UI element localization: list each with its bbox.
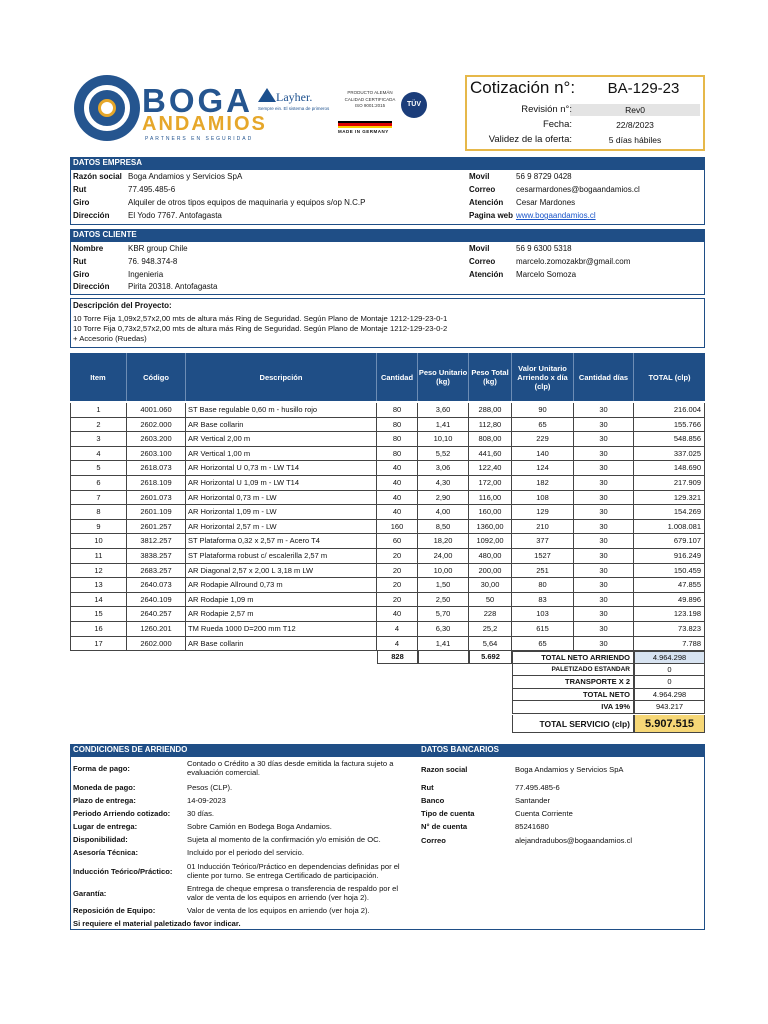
cell-unit-price: 615	[512, 622, 574, 637]
table-row	[70, 505, 701, 520]
client-nombre: KBR group Chile	[128, 244, 188, 253]
cell-total: 337.025	[634, 447, 705, 462]
col-header-total-weight: Peso Total (kg)	[469, 353, 512, 401]
cell-total-weight: 441,60	[469, 447, 512, 462]
cell-item: 14	[70, 593, 127, 608]
cell-item: 6	[70, 476, 127, 491]
cell-total: 73.823	[634, 622, 705, 637]
table-row	[70, 403, 701, 418]
cell-quantity: 20	[377, 564, 418, 579]
quote-number: BA-129-23	[607, 80, 680, 97]
cell-item: 11	[70, 549, 127, 564]
client-atencion-label: Atención	[469, 270, 504, 279]
cell-quantity: 4	[377, 622, 418, 637]
bank-label: Correo	[421, 836, 446, 845]
cell-total-weight: 808,00	[469, 432, 512, 447]
conditions-note: Si requiere el material paletizado favor indicar.	[73, 919, 241, 928]
table-row	[70, 593, 701, 608]
cell-item: 9	[70, 520, 127, 535]
conditions-section-header: CONDICIONES DE ARRIENDO	[70, 744, 420, 756]
cell-total-weight: 5,64	[469, 637, 512, 652]
total-value: 4.964.298	[634, 689, 705, 702]
revision-value: Rev0	[625, 105, 645, 115]
table-row	[70, 564, 701, 579]
brand-name: BOGA	[142, 82, 253, 119]
total-value: 4.964.298	[634, 651, 705, 664]
cell-item: 12	[70, 564, 127, 579]
cell-days: 30	[574, 403, 634, 418]
cell-unit-price: 103	[512, 607, 574, 622]
cell-unit-price: 251	[512, 564, 574, 579]
cell-unit-price: 129	[512, 505, 574, 520]
cell-unit-price: 108	[512, 491, 574, 506]
cell-code: 2601.109	[127, 505, 186, 520]
table-row	[70, 549, 701, 564]
condition-label: Reposición de Equipo:	[73, 906, 156, 915]
cell-code: 3838.257	[127, 549, 186, 564]
cell-total: 148.690	[634, 461, 705, 476]
cell-days: 30	[574, 578, 634, 593]
cell-total-weight: 25,2	[469, 622, 512, 637]
cell-quantity: 40	[377, 491, 418, 506]
bank-value: Cuenta Corriente	[515, 809, 573, 818]
project-label: Descripción del Proyecto:	[73, 301, 172, 310]
total-label: TOTAL NETO ARRIENDO	[512, 651, 634, 664]
cell-description: AR Horizontal U 0,73 m - LW T14	[186, 461, 377, 476]
cell-unit-price: 1527	[512, 549, 574, 564]
cell-description: AR Horizontal U 1,09 m - LW T14	[186, 476, 377, 491]
col-header-quantity: Cantidad	[377, 353, 418, 401]
cell-unit-price: 229	[512, 432, 574, 447]
cell-unit-price: 65	[512, 637, 574, 652]
bank-label: N° de cuenta	[421, 822, 468, 831]
cell-description: ST Plataforma robust c/ escalerilla 2,57 m	[186, 549, 377, 564]
company-razon: Boga Andamios y Servicios SpA	[128, 172, 243, 181]
cell-quantity: 80	[377, 418, 418, 433]
cell-unit-weight: 5,52	[418, 447, 469, 462]
condition-label: Moneda de pago:	[73, 783, 136, 792]
client-movil-label: Movil	[469, 244, 490, 253]
condition-value: Entrega de cheque empresa o transferencia de respaldo por el valor de venta de los equipos en arriendo (ver hoja 2).	[187, 884, 399, 902]
cell-days: 30	[574, 418, 634, 433]
condition-value: 14-09-2023	[187, 796, 226, 805]
cell-total: 216.004	[634, 403, 705, 418]
condition-value: Sobre Camión en Bodega Boga Andamios.	[187, 822, 332, 831]
cell-code: 2640.073	[127, 578, 186, 593]
condition-label: Plazo de entrega:	[73, 796, 136, 805]
cell-total-weight: 30,00	[469, 578, 512, 593]
cell-description: AR Diagonal 2,57 x 2,00 L 3,18 m LW	[186, 564, 377, 579]
cell-item: 16	[70, 622, 127, 637]
cell-total: 49.896	[634, 593, 705, 608]
company-dir-label: Dirección	[73, 211, 110, 220]
condition-value: Contado o Crédito a 30 días desde emitida la factura sujeto a evaluación comercial.	[187, 759, 394, 777]
client-movil: 56 9 6300 5318	[516, 244, 572, 253]
cell-code: 2603.100	[127, 447, 186, 462]
validity-label: Validez de la oferta:	[488, 134, 572, 145]
bank-label: Banco	[421, 796, 445, 805]
cell-item: 5	[70, 461, 127, 476]
cell-quantity: 80	[377, 447, 418, 462]
cell-days: 30	[574, 607, 634, 622]
company-atencion-label: Atención	[469, 198, 504, 207]
total-label: TRANSPORTE X 2	[512, 676, 634, 689]
cell-total: 7.788	[634, 637, 705, 652]
cell-total-weight: 122,40	[469, 461, 512, 476]
cell-description: TM Rueda 1000 D=200 mm T12	[186, 622, 377, 637]
brand-subname: ANDAMIOS	[142, 113, 267, 135]
client-giro: Ingenieria	[128, 270, 164, 279]
cell-item: 2	[70, 418, 127, 433]
bank-label: Rut	[421, 783, 434, 792]
total-label: PALETIZADO ESTANDAR	[512, 664, 634, 677]
bank-value: 77.495.485-6	[515, 783, 560, 792]
cell-total-weight: 480,00	[469, 549, 512, 564]
cell-total: 548.856	[634, 432, 705, 447]
project-line-2: 10 Torre Fija 0,73x2,57x2,00 mts de altura más Ring de Seguridad. Según Plano de Montaje 1212-129-23-0-2	[73, 324, 448, 333]
company-web-label: Pagina web	[469, 211, 514, 220]
cell-days: 30	[574, 549, 634, 564]
sum-quantity: 828	[377, 651, 418, 664]
cell-quantity: 80	[377, 403, 418, 418]
client-rut: 76. 948.374-8	[128, 257, 178, 266]
cell-unit-weight: 3,06	[418, 461, 469, 476]
wheel-hub-icon	[98, 99, 116, 117]
sum-spacer	[418, 651, 469, 664]
bank-value: alejandradubos@bogaandamios.cl	[515, 836, 633, 845]
condition-value: 01 Inducción Teórico/Práctico en dependencias definidas por el cliente por turno. Se entrega Certificado de participación.	[187, 862, 400, 880]
condition-value: Sujeta al momento de la confirmación y/o emisión de OC.	[187, 835, 381, 844]
client-dir-label: Dirección	[73, 282, 110, 291]
cell-unit-weight: 1,41	[418, 418, 469, 433]
cell-unit-weight: 2,50	[418, 593, 469, 608]
bank-label: Razon social	[421, 765, 468, 774]
client-giro-label: Giro	[73, 270, 90, 279]
cell-description: AR Horizontal 1,09 m - LW	[186, 505, 377, 520]
condition-label: Disponibilidad:	[73, 835, 128, 844]
cell-code: 3812.257	[127, 534, 186, 549]
condition-value: Valor de venta de los equipos en arriendo (ver hoja 2).	[187, 906, 370, 915]
cell-quantity: 40	[377, 607, 418, 622]
validity-value: 5 días hábiles	[608, 135, 662, 145]
cell-code: 2603.200	[127, 432, 186, 447]
cell-quantity: 20	[377, 593, 418, 608]
table-row	[70, 418, 701, 433]
col-header-unit-price: Valor Unitario Arriendo x día (clp)	[512, 353, 574, 401]
cell-item: 3	[70, 432, 127, 447]
tuv-badge-icon: TÜV	[401, 92, 427, 118]
total-value: 943.217	[634, 701, 705, 714]
project-line-3: + Accesorio (Ruedas)	[73, 334, 147, 343]
col-header-item: Item	[70, 353, 127, 401]
table-row	[70, 476, 701, 491]
cell-quantity: 40	[377, 505, 418, 520]
made-in-germany: MADE IN GERMANY	[338, 129, 389, 134]
cell-days: 30	[574, 476, 634, 491]
layher-triangle-icon	[258, 88, 276, 102]
cell-days: 30	[574, 622, 634, 637]
condition-label: Periodo Arriendo cotizado:	[73, 809, 171, 818]
cell-unit-price: 140	[512, 447, 574, 462]
company-rut: 77.495.485-6	[128, 185, 176, 194]
bank-section-header: DATOS BANCARIOS	[418, 744, 705, 756]
company-atencion: Cesar Mardones	[516, 198, 576, 207]
cell-unit-price: 65	[512, 418, 574, 433]
table-row	[70, 491, 701, 506]
table-row	[70, 622, 701, 637]
cell-code: 2640.109	[127, 593, 186, 608]
cell-unit-weight: 6,30	[418, 622, 469, 637]
cell-total: 916.249	[634, 549, 705, 564]
cell-days: 30	[574, 593, 634, 608]
cell-item: 15	[70, 607, 127, 622]
condition-label: Garantía:	[73, 889, 107, 898]
condition-label: Inducción Teórico/Práctico:	[73, 867, 173, 876]
col-header-code: Código	[127, 353, 186, 401]
cell-code: 2640.257	[127, 607, 186, 622]
table-row	[70, 520, 701, 535]
cell-unit-price: 83	[512, 593, 574, 608]
brand-tagline: PARTNERS EN SEGURIDAD	[145, 136, 254, 142]
cell-unit-weight: 8,50	[418, 520, 469, 535]
cell-description: ST Plataforma 0,32 x 2,57 m - Acero T4	[186, 534, 377, 549]
cell-code: 4001.060	[127, 403, 186, 418]
cell-code: 2601.073	[127, 491, 186, 506]
cell-unit-price: 124	[512, 461, 574, 476]
total-value: 0	[634, 664, 705, 677]
cell-total: 47.855	[634, 578, 705, 593]
cell-item: 4	[70, 447, 127, 462]
cell-unit-weight: 4,00	[418, 505, 469, 520]
table-row	[70, 432, 701, 447]
cell-unit-weight: 10,10	[418, 432, 469, 447]
cell-description: AR Vertical 2,00 m	[186, 432, 377, 447]
quote-title: Cotización n°:	[470, 78, 576, 97]
cell-quantity: 20	[377, 578, 418, 593]
cell-code: 2618.109	[127, 476, 186, 491]
table-row	[70, 578, 701, 593]
german-flag-icon	[338, 121, 392, 128]
cell-total: 123.198	[634, 607, 705, 622]
cell-unit-weight: 3,60	[418, 403, 469, 418]
total-label: TOTAL NETO	[512, 689, 634, 702]
cell-total: 129.321	[634, 491, 705, 506]
cell-code: 2602.000	[127, 637, 186, 652]
table-row	[70, 607, 701, 622]
cell-total-weight: 1092,00	[469, 534, 512, 549]
cell-total-weight: 112,80	[469, 418, 512, 433]
cell-description: AR Vertical 1,00 m	[186, 447, 377, 462]
condition-value: Pesos (CLP).	[187, 783, 233, 792]
revision-label: Revisión n°:	[521, 104, 572, 115]
cell-total: 217.909	[634, 476, 705, 491]
bank-label: Tipo de cuenta	[421, 809, 475, 818]
cell-days: 30	[574, 461, 634, 476]
company-section-header: DATOS EMPRESA	[70, 157, 705, 169]
cell-code: 2683.257	[127, 564, 186, 579]
cell-description: AR Rodapie 2,57 m	[186, 607, 377, 622]
condition-label: Lugar de entrega:	[73, 822, 138, 831]
cell-unit-weight: 10,00	[418, 564, 469, 579]
company-rut-label: Rut	[73, 185, 87, 194]
total-value: 0	[634, 676, 705, 689]
cell-days: 30	[574, 447, 634, 462]
cell-item: 10	[70, 534, 127, 549]
cell-code: 2618.073	[127, 461, 186, 476]
cell-unit-weight: 5,70	[418, 607, 469, 622]
total-label: IVA 19%	[512, 701, 634, 714]
cell-code: 1260.201	[127, 622, 186, 637]
cell-total-weight: 200,00	[469, 564, 512, 579]
cell-description: AR Base collarin	[186, 418, 377, 433]
date-label: Fecha:	[542, 119, 572, 130]
cell-days: 30	[574, 432, 634, 447]
cell-description: AR Horizontal 0,73 m - LW	[186, 491, 377, 506]
cell-quantity: 60	[377, 534, 418, 549]
cell-days: 30	[574, 520, 634, 535]
company-correo-label: Correo	[469, 185, 496, 194]
cell-quantity: 80	[377, 432, 418, 447]
client-atencion: Marcelo Somoza	[516, 270, 577, 279]
cell-total: 154.269	[634, 505, 705, 520]
cell-total-weight: 160,00	[469, 505, 512, 520]
condition-value: 30 días.	[187, 809, 215, 818]
cell-description: AR Base collarin	[186, 637, 377, 652]
cell-item: 17	[70, 637, 127, 652]
condition-label: Asesoría Técnica:	[73, 848, 138, 857]
table-row	[70, 637, 701, 652]
cell-total-weight: 50	[469, 593, 512, 608]
company-giro-label: Giro	[73, 198, 90, 207]
client-section-header: DATOS CLIENTE	[70, 229, 705, 241]
cell-unit-price: 210	[512, 520, 574, 535]
cell-unit-weight: 24,00	[418, 549, 469, 564]
cell-total: 155.766	[634, 418, 705, 433]
cell-unit-weight: 18,20	[418, 534, 469, 549]
bank-value: Boga Andamios y Servicios SpA	[515, 765, 624, 774]
cell-unit-price: 90	[512, 403, 574, 418]
cell-quantity: 160	[377, 520, 418, 535]
cell-days: 30	[574, 491, 634, 506]
condition-label: Forma de pago:	[73, 764, 130, 773]
cell-code: 2601.257	[127, 520, 186, 535]
bank-value: 85241680	[515, 822, 549, 831]
cell-description: ST Base regulable 0,60 m - husillo rojo	[186, 403, 377, 418]
certification-text: PRODUCTO ALEMÁN CALIDAD CERTIFICADA ISO 9001:2015	[344, 90, 396, 108]
cell-days: 30	[574, 637, 634, 652]
cell-total-weight: 172,00	[469, 476, 512, 491]
cell-total: 150.459	[634, 564, 705, 579]
client-nombre-label: Nombre	[73, 244, 104, 253]
total-label: TOTAL SERVICIO (clp)	[512, 715, 634, 733]
col-header-total: TOTAL (clp)	[648, 372, 691, 382]
date-value: 22/8/2023	[616, 120, 654, 130]
col-header-unit-weight: Peso Unitario (kg)	[418, 353, 469, 401]
company-movil-label: Movil	[469, 172, 490, 181]
cell-unit-weight: 1,50	[418, 578, 469, 593]
cell-description: AR Rodapie 1,09 m	[186, 593, 377, 608]
cell-item: 1	[70, 403, 127, 418]
bank-value: Santander	[515, 796, 551, 805]
cell-unit-price: 377	[512, 534, 574, 549]
company-dir: El Yodo 7767. Antofagasta	[128, 211, 222, 220]
cell-total-weight: 1360,00	[469, 520, 512, 535]
client-correo-label: Correo	[469, 257, 496, 266]
company-giro: Alquiler de otros tipos equipos de maquinaria y equipos s/op N.C.P	[128, 198, 366, 207]
cell-total-weight: 228	[469, 607, 512, 622]
condition-value: Incluido por el periodo del servicio.	[187, 848, 304, 857]
company-correo: cesarmardones@bogaandamios.cl	[516, 185, 640, 194]
cell-code: 2602.000	[127, 418, 186, 433]
cell-days: 30	[574, 505, 634, 520]
cell-unit-weight: 1,41	[418, 637, 469, 652]
layher-logo: Layher.	[276, 90, 313, 104]
company-movil: 56 9 8729 0428	[516, 172, 572, 181]
sum-weight: 5.692	[469, 651, 512, 664]
client-rut-label: Rut	[73, 257, 87, 266]
cell-unit-weight: 2,90	[418, 491, 469, 506]
layher-tagline: Sempre ein. El sistema de primeros	[258, 106, 330, 111]
col-header-days: Cantidad días	[574, 353, 634, 401]
cell-total-weight: 116,00	[469, 491, 512, 506]
client-correo: marcelo.zomozakbr@gmail.com	[516, 257, 631, 266]
cell-unit-weight: 4,30	[418, 476, 469, 491]
col-header-description: Descripción	[186, 353, 377, 401]
project-line-1: 10 Torre Fija 1,09x2,57x2,00 mts de altura más Ring de Seguridad. Según Plano de Montaje 1212-129-23-0-1	[73, 314, 448, 323]
cell-description: AR Horizontal 2,57 m - LW	[186, 520, 377, 535]
table-row	[70, 461, 701, 476]
cell-total: 1.008.081	[634, 520, 705, 535]
company-web-link[interactable]: www.bogaandamios.cl	[516, 211, 596, 220]
cell-days: 30	[574, 534, 634, 549]
cell-quantity: 40	[377, 476, 418, 491]
cell-description: AR Rodapie Allround 0,73 m	[186, 578, 377, 593]
cell-unit-price: 182	[512, 476, 574, 491]
cell-item: 7	[70, 491, 127, 506]
cell-total-weight: 288,00	[469, 403, 512, 418]
cell-quantity: 40	[377, 461, 418, 476]
cell-item: 13	[70, 578, 127, 593]
cell-days: 30	[574, 564, 634, 579]
client-dir: Pirita 20318. Antofagasta	[128, 282, 218, 291]
total-value: 5.907.515	[634, 715, 705, 733]
cell-quantity: 20	[377, 549, 418, 564]
cell-unit-price: 80	[512, 578, 574, 593]
table-row	[70, 534, 701, 549]
table-row	[70, 447, 701, 462]
cell-item: 8	[70, 505, 127, 520]
cell-quantity: 4	[377, 637, 418, 652]
cell-total: 679.107	[634, 534, 705, 549]
company-razon-label: Razón social	[73, 172, 122, 181]
